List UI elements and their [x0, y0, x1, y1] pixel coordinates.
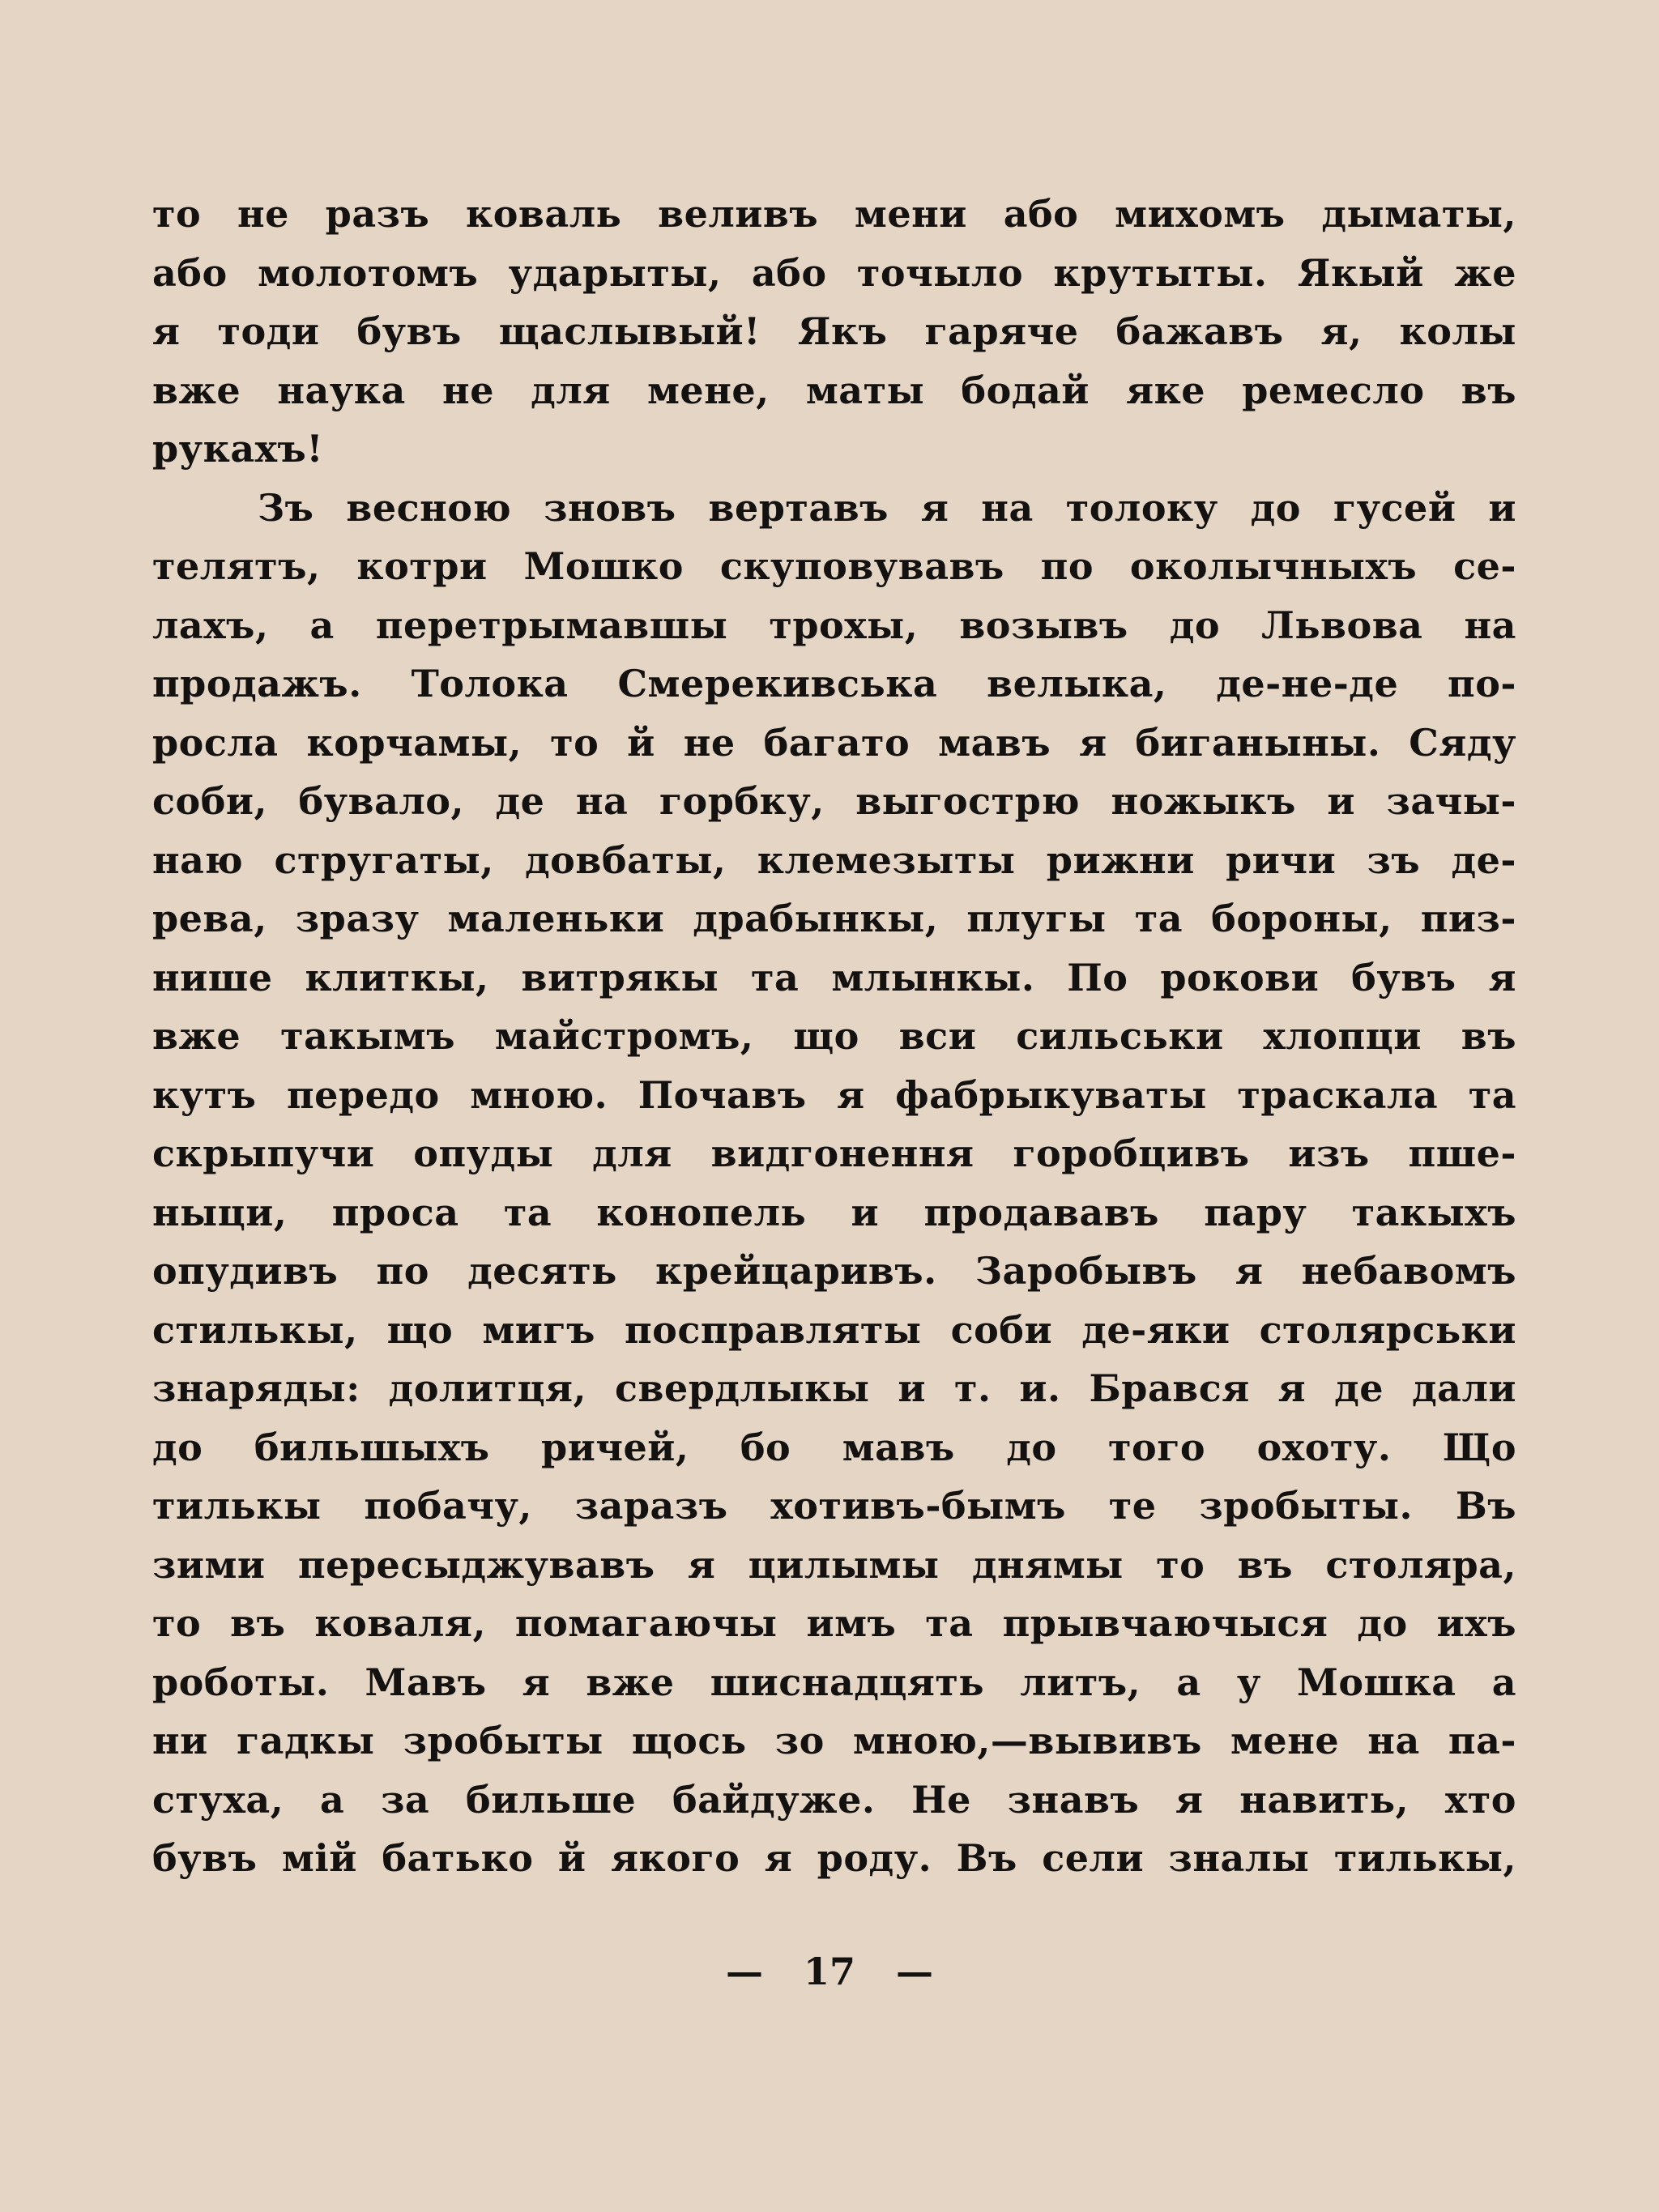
- text-line: вже такымъ майстромъ, що вси сильськи хлопци въ: [152, 1014, 1516, 1058]
- text-line: до бильшыхъ ричей, бо мавъ до того охоту. Що: [152, 1425, 1516, 1469]
- text-line: тилькы побачу, заразъ хотивъ-бымъ те зробыты. Въ: [152, 1484, 1516, 1528]
- page-number: 17: [803, 1950, 855, 1993]
- text-line: вже наука не для мене, маты бодай яке ремесло въ: [152, 368, 1516, 412]
- text-line: рукахъ!: [152, 427, 324, 471]
- text-line: росла корчамы, то й не багато мавъ я биганыны. Сяду: [152, 720, 1516, 765]
- text-line: кутъ передо мною. Почавъ я фабрыкуваты траскала та: [152, 1072, 1516, 1117]
- text-line: продажъ. Толока Смерекивська велыка, де-не-де по-: [152, 662, 1516, 705]
- text-line: наю стругаты, довбаты, клемезыты рижни ричи зъ де-: [152, 837, 1516, 882]
- text-line: бувъ мій батько й якого я роду. Въ сели зналы тилькы,: [152, 1836, 1516, 1880]
- text-line: я тоди бувъ щаслывый! Якъ гаряче бажавъ я, колы: [152, 309, 1516, 353]
- text-line: лахъ, а перетрымавшы трохы, возывъ до Львова на: [152, 603, 1516, 647]
- text-line: опудивъ по десять крейцаривъ. Заробывъ я небавомъ: [152, 1249, 1516, 1293]
- text-line: ни гадкы зробыты щось зо мною,—вывивъ мене на па-: [152, 1719, 1516, 1762]
- text-line: стуха, а за бильше байдуже. Не знавъ я навить, хто: [152, 1777, 1516, 1822]
- page-number-footer: [0, 1942, 1659, 2001]
- text-line: стилькы, що мигъ посправляты соби де-яки столярськи: [152, 1307, 1516, 1352]
- dash-left: —: [725, 1950, 763, 1993]
- text-line: соби, бувало, де на горбку, выгострю ножыкъ и зачы-: [152, 779, 1516, 823]
- text-line: зими пересыджувавъ я цилымы днямы то въ столяра,: [152, 1542, 1516, 1587]
- body-text: [152, 185, 1516, 1888]
- text-line: телятъ, котри Мошко скуповувавъ по околычныхъ се-: [152, 544, 1516, 588]
- text-line: то не разъ коваль веливъ мени або михомъ дыматы,: [152, 192, 1516, 236]
- text-line: або молотомъ ударыты, або точыло крутыты. Якый же: [152, 250, 1516, 295]
- text-line: ныци, проса та конопель и продававъ пару такыхъ: [152, 1190, 1516, 1234]
- text-line: скрыпучи опуды для видгонення горобцивъ изъ пше-: [152, 1132, 1516, 1175]
- text-line: роботы. Мавъ я вже шиснадцять литъ, а у Мошка а: [152, 1660, 1516, 1704]
- text-line: рева, зразу маленьки драбынкы, плугы та бороны, пиз-: [152, 897, 1516, 940]
- text-line: то въ коваля, помагаючы имъ та прывчаючыся до ихъ: [152, 1601, 1516, 1645]
- dash-right: —: [896, 1950, 933, 1993]
- text-line: знаряды: долитця, свердлыкы и т. и. Брався я де дали: [152, 1366, 1516, 1410]
- text-line: нише клиткы, витрякы та млынкы. По рокови бувъ я: [152, 955, 1516, 999]
- text-line: Зъ весною зновъ вертавъ я на толоку до гусей и: [258, 485, 1516, 530]
